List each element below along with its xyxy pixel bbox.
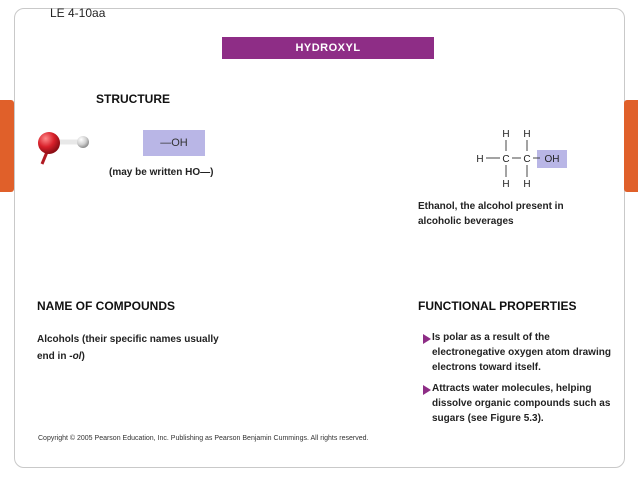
atom-h-top-1: H: [502, 129, 510, 140]
bullet-arrow-icon: [423, 385, 431, 395]
left-side-tab: [0, 100, 14, 192]
property-item: [424, 330, 624, 375]
atom-c1: C: [502, 154, 510, 165]
atom-c2: C: [523, 154, 531, 165]
property-item-text: Attracts water molecules, helping dissolve organic compounds such as sugars (see Figure 5.3).: [432, 383, 611, 424]
right-side-tab: [624, 100, 638, 192]
property-item: [424, 381, 624, 426]
functional-properties-list: [424, 330, 624, 432]
bullet-arrow-icon: [423, 334, 431, 344]
atom-h-bottom-1: H: [502, 179, 510, 190]
property-item-text: Is polar as a result of the electronegative oxygen atom drawing electrons toward itself.: [432, 332, 611, 373]
atom-h-bottom-2: H: [523, 179, 531, 190]
slide-id-label: LE 4-10aa: [50, 6, 106, 20]
hydrogen-atom: [77, 136, 89, 148]
alternate-form-note: (may be written HO—): [109, 167, 214, 178]
ethanol-structural-formula: [470, 126, 570, 192]
atom-oh: OH: [544, 154, 560, 165]
ethanol-caption: Ethanol, the alcohol present in alcoholic beverages: [418, 201, 564, 227]
names-suffix: -ol: [69, 351, 82, 362]
names-text-end: ): [81, 351, 85, 362]
atom-h-top-2: H: [523, 129, 531, 140]
atom-h-left: H: [476, 154, 484, 165]
banner-title: HYDROXYL: [222, 37, 434, 59]
copyright-footer: Copyright © 2005 Pearson Education, Inc. Publishing as Pearson Benjamin Cummings. All rights reserved.: [38, 435, 369, 442]
structure-heading: STRUCTURE: [96, 92, 170, 106]
functional-properties-heading: FUNCTIONAL PROPERTIES: [418, 299, 577, 313]
oxygen-atom: [38, 132, 60, 154]
names-text-main: Alcohols (their specific names usually end in: [37, 334, 219, 362]
name-of-compounds-text: [37, 331, 237, 365]
hydroxyl-group-formula: —OH: [143, 130, 205, 156]
ball-and-stick-model-icon: [33, 128, 95, 172]
name-of-compounds-heading: NAME OF COMPOUNDS: [37, 299, 175, 313]
